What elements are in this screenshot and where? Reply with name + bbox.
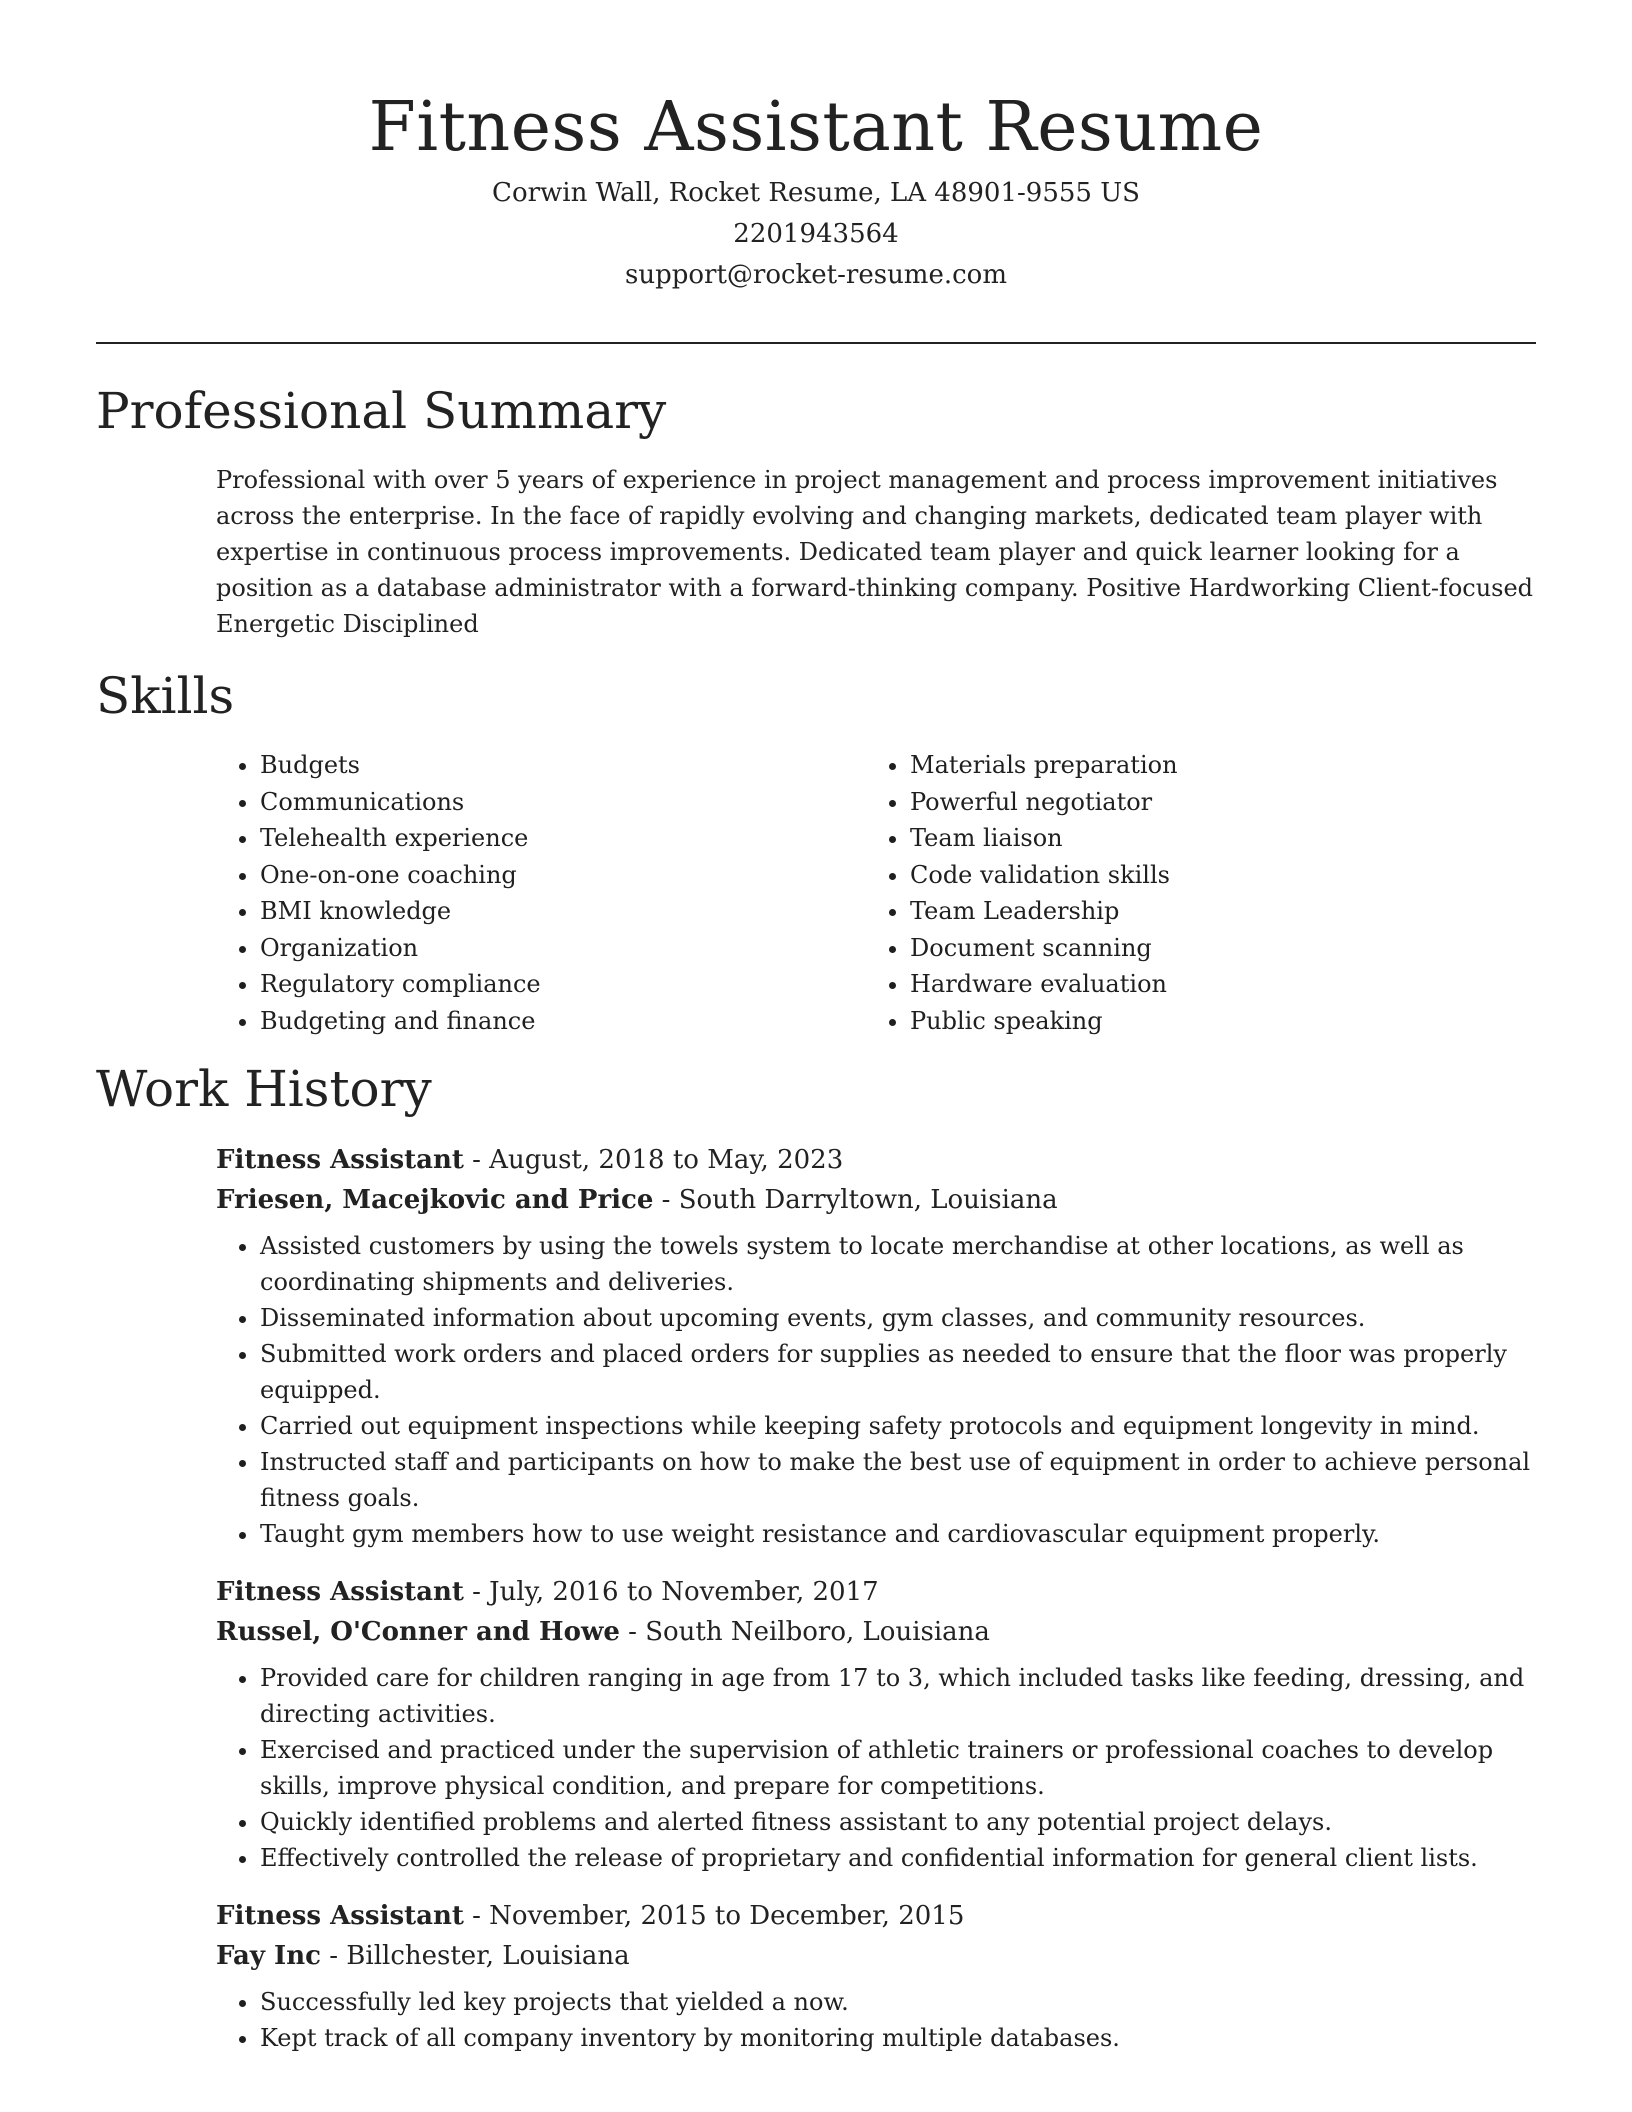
skill-item: • Document scanning [910,930,1516,967]
contact-address: Corwin Wall, Rocket Resume, LA 48901-9555 US [492,178,1140,208]
job-title: Fitness Assistant [216,1901,464,1931]
skill-item: • Public speaking [910,1003,1516,1040]
job-bullet: • Provided care for children ranging in age from 17 to 3, which included tasks like feeding, dressing, and directing activities. [260,1660,1536,1732]
work-history-list [216,1140,1536,2076]
skill-item: • BMI knowledge [260,893,866,930]
job-title: Fitness Assistant [216,1577,464,1607]
job-bullet: • Assisted customers by using the towels system to locate merchandise at other locations, as well as coordinating shipments and deliveries. [260,1228,1536,1300]
skill-item: • Budgeting and finance [260,1003,866,1040]
job-location: - South Neilboro, Louisiana [619,1617,990,1647]
skills-heading: Skills [96,667,235,725]
skill-item: • Team liaison [910,820,1516,857]
skill-item: • Code validation skills [910,857,1516,894]
resume-title: Fitness Assistant Resume [368,88,1264,167]
resume-header [96,84,1536,295]
skills-column-right [866,747,1516,1039]
job-dates: - August, 2018 to May, 2023 [463,1145,844,1175]
job-bullet: • Exercised and practiced under the supervision of athletic trainers or professional coaches to develop skills, improve physical condition, and prepare for competitions. [260,1732,1536,1804]
skill-item: • Team Leadership [910,893,1516,930]
job-bullets [216,1984,1536,2056]
skills-list [216,747,1536,1039]
job-bullet: • Carried out equipment inspections while keeping safety protocols and equipment longevity in mind. [260,1408,1536,1444]
job-bullet: • Successfully led key projects that yielded a now. [260,1984,1536,2020]
header-divider [96,342,1536,344]
job-bullet: • Instructed staff and participants on how to make the best use of equipment in order to achieve personal fitness goals. [260,1444,1536,1516]
job-bullets [216,1228,1536,1552]
job-title: Fitness Assistant [216,1145,464,1175]
work-history-heading: Work History [96,1060,432,1118]
job-entry [216,1896,1536,2056]
skill-item: • Hardware evaluation [910,966,1516,1003]
job-title-line [216,1140,1536,1180]
job-company: Russel, O'Conner and Howe [216,1617,620,1647]
job-bullet: • Submitted work orders and placed orders for supplies as needed to ensure that the floor was properly equipped. [260,1336,1536,1408]
job-bullet: • Quickly identified problems and alerted fitness assistant to any potential project delays. [260,1804,1536,1840]
job-location: - Billchester, Louisiana [320,1941,630,1971]
job-dates: - July, 2016 to November, 2017 [463,1577,879,1607]
job-bullets [216,1660,1536,1876]
summary-text: Professional with over 5 years of experience in project management and process improvement initiatives across the enterprise. In the face of rapidly evolving and changing markets, dedicated team player with expertise in continuous process improvements. Dedicated team player and quick learner looking for a position as a database administrator with a forward-thinking company. Positive Hardworking Client-focused Energetic Disciplined [216,466,1534,638]
job-bullet: • Effectively controlled the release of proprietary and confidential information for general client lists. [260,1840,1536,1876]
job-title-line [216,1572,1536,1612]
job-company: Fay Inc [216,1941,321,1971]
job-entry [216,1572,1536,1876]
job-company-line [216,1180,1536,1220]
contact-email: support@rocket-resume.com [624,260,1007,290]
job-title-line [216,1896,1536,1936]
skill-item: • Budgets [260,747,866,784]
contact-phone: 2201943564 [733,219,899,249]
summary-heading: Professional Summary [96,382,667,440]
skill-item: • Powerful negotiator [910,784,1516,821]
job-bullet: • Kept track of all company inventory by monitoring multiple databases. [260,2020,1536,2056]
job-location: - South Darryltown, Louisiana [653,1185,1058,1215]
job-company: Friesen, Macejkovic and Price [216,1185,654,1215]
skill-item: • One-on-one coaching [260,857,866,894]
skill-item: • Organization [260,930,866,967]
skills-column-left [216,747,866,1039]
skill-item: • Regulatory compliance [260,966,866,1003]
skill-item: • Communications [260,784,866,821]
job-company-line [216,1612,1536,1652]
job-bullet: • Disseminated information about upcoming events, gym classes, and community resources. [260,1300,1536,1336]
skill-item: • Materials preparation [910,747,1516,784]
job-company-line [216,1936,1536,1976]
job-dates: - November, 2015 to December, 2015 [463,1901,965,1931]
skill-item: • Telehealth experience [260,820,866,857]
job-bullet: • Taught gym members how to use weight resistance and cardiovascular equipment properly. [260,1516,1536,1552]
job-entry [216,1140,1536,1552]
